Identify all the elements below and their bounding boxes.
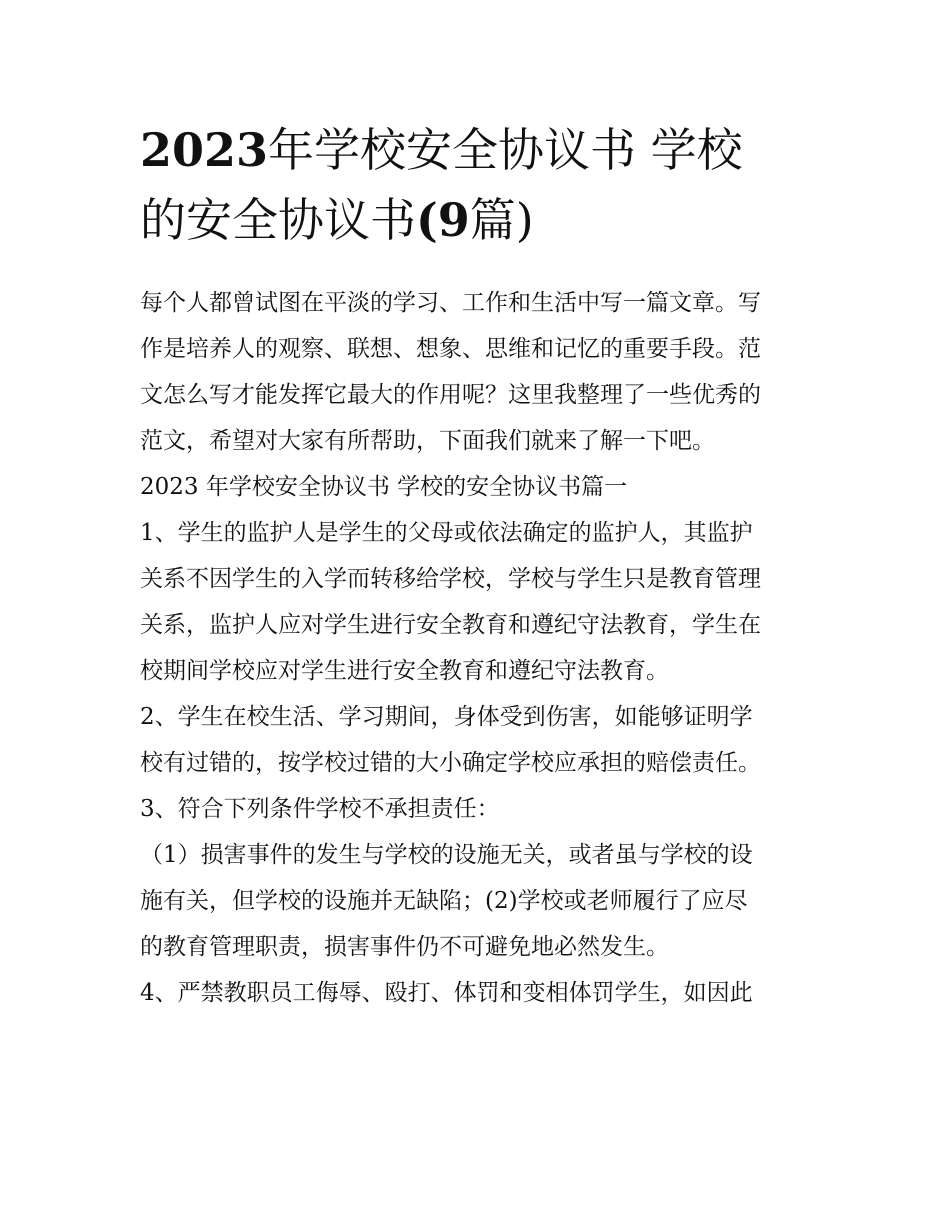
- intro-line: 作是培养人的观察、联想、想象、思维和记忆的重要手段。范: [140, 336, 761, 362]
- clause-line: 4、严禁教职员工侮辱、殴打、体罚和变相体罚学生，如因此: [140, 980, 753, 1006]
- intro-paragraph: [140, 280, 820, 464]
- clause-line: 关系不因学生的入学而转移给学校，学校与学生只是教育管理: [140, 566, 761, 592]
- title-line-2-tail: 篇): [469, 193, 534, 247]
- clause-line: 2、学生在校生活、学习期间，身体受到伤害，如能够证明学: [140, 704, 753, 730]
- clause-line: 关系，监护人应对学生进行安全教育和遵纪守法教育，学生在: [140, 612, 761, 638]
- title-line-1: [140, 115, 820, 185]
- document-body: [140, 280, 820, 1016]
- clause-line: 校有过错的，按学校过错的大小确定学校应承担的赔偿责任。: [140, 750, 761, 776]
- clause-line: 3、符合下列条件学校不承担责任：: [140, 796, 500, 822]
- clause-line: 的教育管理职责，损害事件仍不可避免地必然发生。: [140, 934, 669, 960]
- clause-line: 施有关，但学校的设施并无缺陷；(2)学校或老师履行了应尽: [140, 888, 748, 914]
- document-page: [140, 0, 820, 1229]
- document-title: [140, 115, 820, 255]
- clause-line: 1、学生的监护人是学生的父母或依法确定的监护人，其监护: [140, 520, 753, 546]
- clause-3-conditions: [140, 832, 820, 970]
- title-line-2: [140, 185, 820, 255]
- intro-line: 文怎么写才能发挥它最大的作用呢？这里我整理了一些优秀的: [140, 382, 761, 408]
- intro-line: 每个人都曾试图在平淡的学习、工作和生活中写一篇文章。写: [140, 290, 761, 316]
- clause-line: 校期间学校应对学生进行安全教育和遵纪守法教育。: [140, 658, 669, 684]
- clause-1: [140, 510, 820, 694]
- title-line-1-text: 年学校安全协议书 学校: [268, 123, 743, 177]
- section-heading: 2023 年学校安全协议书 学校的安全协议书篇一: [140, 474, 628, 500]
- clause-line: （1）损害事件的发生与学校的设施无关，或者虽与学校的设: [140, 842, 753, 868]
- title-count: (9: [416, 193, 470, 247]
- clause-4: [140, 970, 820, 1016]
- clause-2: [140, 694, 820, 786]
- clause-3: [140, 786, 820, 832]
- section-heading-paragraph: [140, 464, 820, 510]
- intro-line: 范文，希望对大家有所帮助，下面我们就来了解一下吧。: [140, 428, 715, 454]
- title-year: 2023: [140, 123, 269, 177]
- title-line-2-text: 的安全协议书: [140, 193, 416, 247]
